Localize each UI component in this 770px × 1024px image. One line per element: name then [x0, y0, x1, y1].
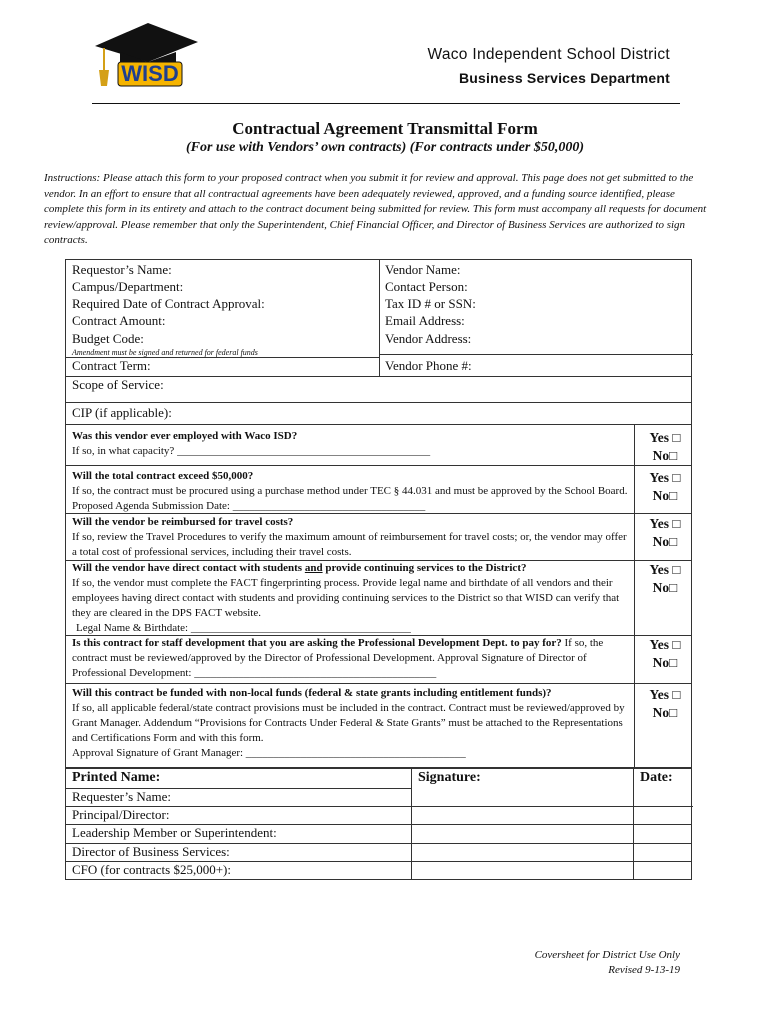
- date-header: Date:: [640, 770, 673, 785]
- yes-no-employed[interactable]: [642, 429, 688, 465]
- cfo-row[interactable]: CFO (for contracts $25,000+):: [72, 862, 231, 877]
- yes-checkbox[interactable]: Yes □: [649, 430, 681, 445]
- district-name: Waco Independent School District: [427, 46, 670, 63]
- signature-section: [65, 768, 692, 880]
- vendor-name-field[interactable]: Vendor Name:: [385, 262, 461, 277]
- no-checkbox[interactable]: No□: [652, 705, 678, 720]
- no-checkbox[interactable]: No□: [652, 488, 678, 503]
- instructions: Instructions: Please attach this form to your proposed contract when you submit it for review and approval. This page does not get submitted to the vendor. In an effort to ensure that all contractual agreements have been adequately reviewed, approved, and a funding source identified, please complete this form in its entirety and attach to the contract document being submitted for review. This form must accompany all requests for document review/approval. Please remember that only the Superintendent, Chief Financial Officer, and Director of Business Services are authorized to sign contracts.: [44, 172, 707, 246]
- amendment-note: Amendment must be signed and returned for federal funds: [72, 348, 258, 357]
- question-exceed-50000: Will the total contract exceed $50,000? If so, the contract must be procured using a purchase method under TEC § 44.031 and must be approved by the School Board. Proposed Agenda Submission Date: ___________________________________: [72, 470, 628, 512]
- yes-no-non-local-funds[interactable]: [642, 686, 688, 722]
- director-business-services-row[interactable]: Director of Business Services:: [72, 844, 230, 859]
- cip-field[interactable]: CIP (if applicable):: [72, 405, 172, 420]
- divider: [66, 513, 691, 514]
- yes-no-column: [634, 425, 635, 767]
- yes-checkbox[interactable]: Yes □: [649, 562, 681, 577]
- contract-amount-field[interactable]: Contract Amount:: [72, 313, 166, 328]
- department-name: Business Services Department: [458, 70, 670, 86]
- yes-checkbox[interactable]: Yes □: [649, 637, 681, 652]
- campus-department-field[interactable]: Campus/Department:: [72, 279, 184, 294]
- requester-name-row[interactable]: Requester’s Name:: [72, 789, 172, 804]
- yes-no-exceed-50000[interactable]: [642, 469, 688, 505]
- yes-no-staff-development[interactable]: [642, 636, 688, 672]
- no-checkbox[interactable]: No□: [652, 534, 678, 549]
- contract-term-field[interactable]: Contract Term:: [72, 358, 151, 373]
- divider: [66, 465, 691, 466]
- question-travel-costs: Will the vendor be reimbursed for travel costs? If so, review the Travel Procedures to verify the maximum amount of reimbursement for travel costs; or, the vendor may offer a total cost of professional services, including their travel costs.: [72, 516, 627, 558]
- form-subtitle: (For use with Vendors’ own contracts) (For contracts under $50,000): [185, 140, 584, 155]
- footer-line-2: Revised 9-13-19: [608, 964, 680, 976]
- yes-no-travel-costs[interactable]: [642, 515, 688, 551]
- yes-checkbox[interactable]: Yes □: [649, 516, 681, 531]
- logo-text: WISD: [121, 61, 179, 86]
- no-checkbox[interactable]: No□: [652, 655, 678, 670]
- tax-id-field[interactable]: Tax ID # or SSN:: [385, 296, 476, 311]
- no-checkbox[interactable]: No□: [652, 448, 678, 463]
- questions-section: [65, 425, 692, 768]
- principal-director-row[interactable]: Principal/Director:: [72, 807, 170, 822]
- footer-line-1: Coversheet for District Use Only: [534, 949, 680, 961]
- required-date-field[interactable]: Required Date of Contract Approval:: [72, 296, 265, 311]
- question-staff-development: Is this contract for staff development that you are asking the Professional Development Dept. to pay for? If so, the contract must be reviewed/approved by the Director of Professional Development. Approval Signature of Director of Professional Development: ____________________________________________: [72, 637, 604, 679]
- yes-checkbox[interactable]: Yes □: [649, 687, 681, 702]
- question-employed: Was this vendor ever employed with Waco ISD? If so, in what capacity? ______________________________________________: [72, 430, 431, 457]
- yes-no-student-contact[interactable]: [642, 561, 688, 597]
- form-title: Contractual Agreement Transmittal Form: [232, 119, 538, 138]
- divider: [66, 402, 691, 403]
- divider: [66, 683, 691, 684]
- budget-code-field[interactable]: Budget Code:: [72, 331, 144, 346]
- scope-of-service-field[interactable]: Scope of Service:: [72, 377, 164, 392]
- question-student-contact: Will the vendor have direct contact with students and provide continuing services to the District? If so, the vendor must complete the FACT fingerprinting process. Provide legal name and birthdate of all vendors and their employees having direct contact with students and providing continuing services to the District so that WISD can verify that they are cleared in the DPS FACT website. Legal Name & Birthdate: ________________________________________: [72, 562, 620, 634]
- vendor-address-field[interactable]: Vendor Address:: [385, 331, 472, 346]
- email-address-field[interactable]: Email Address:: [385, 313, 465, 328]
- divider: [380, 354, 693, 355]
- contact-person-field[interactable]: Contact Person:: [385, 279, 468, 294]
- info-section: [65, 259, 692, 425]
- printed-name-header: Printed Name:: [72, 770, 161, 785]
- divider: [411, 806, 693, 807]
- header-divider: [92, 103, 680, 104]
- vendor-phone-field[interactable]: Vendor Phone #:: [385, 358, 472, 373]
- leadership-member-row[interactable]: Leadership Member or Superintendent:: [72, 825, 277, 840]
- signature-header: Signature:: [418, 770, 481, 785]
- requestor-name-field[interactable]: Requestor’s Name:: [72, 262, 172, 277]
- yes-checkbox[interactable]: Yes □: [649, 470, 681, 485]
- no-checkbox[interactable]: No□: [652, 580, 678, 595]
- wisd-logo: [90, 18, 200, 88]
- question-non-local-funds: Will this contract be funded with non-local funds (federal & state grants including entitlement funds)? If so, all applicable federal/state contract provisions must be included in the contract. Contract must be reviewed/approved by Grant Manager. Addendum “Provisions for Contracts Under Federal & State Grants” must be attached to the Representations and Certifications Form and with this form. Approval Signature of Grant Manager: ________________________________________: [72, 687, 625, 759]
- footer: [400, 948, 680, 978]
